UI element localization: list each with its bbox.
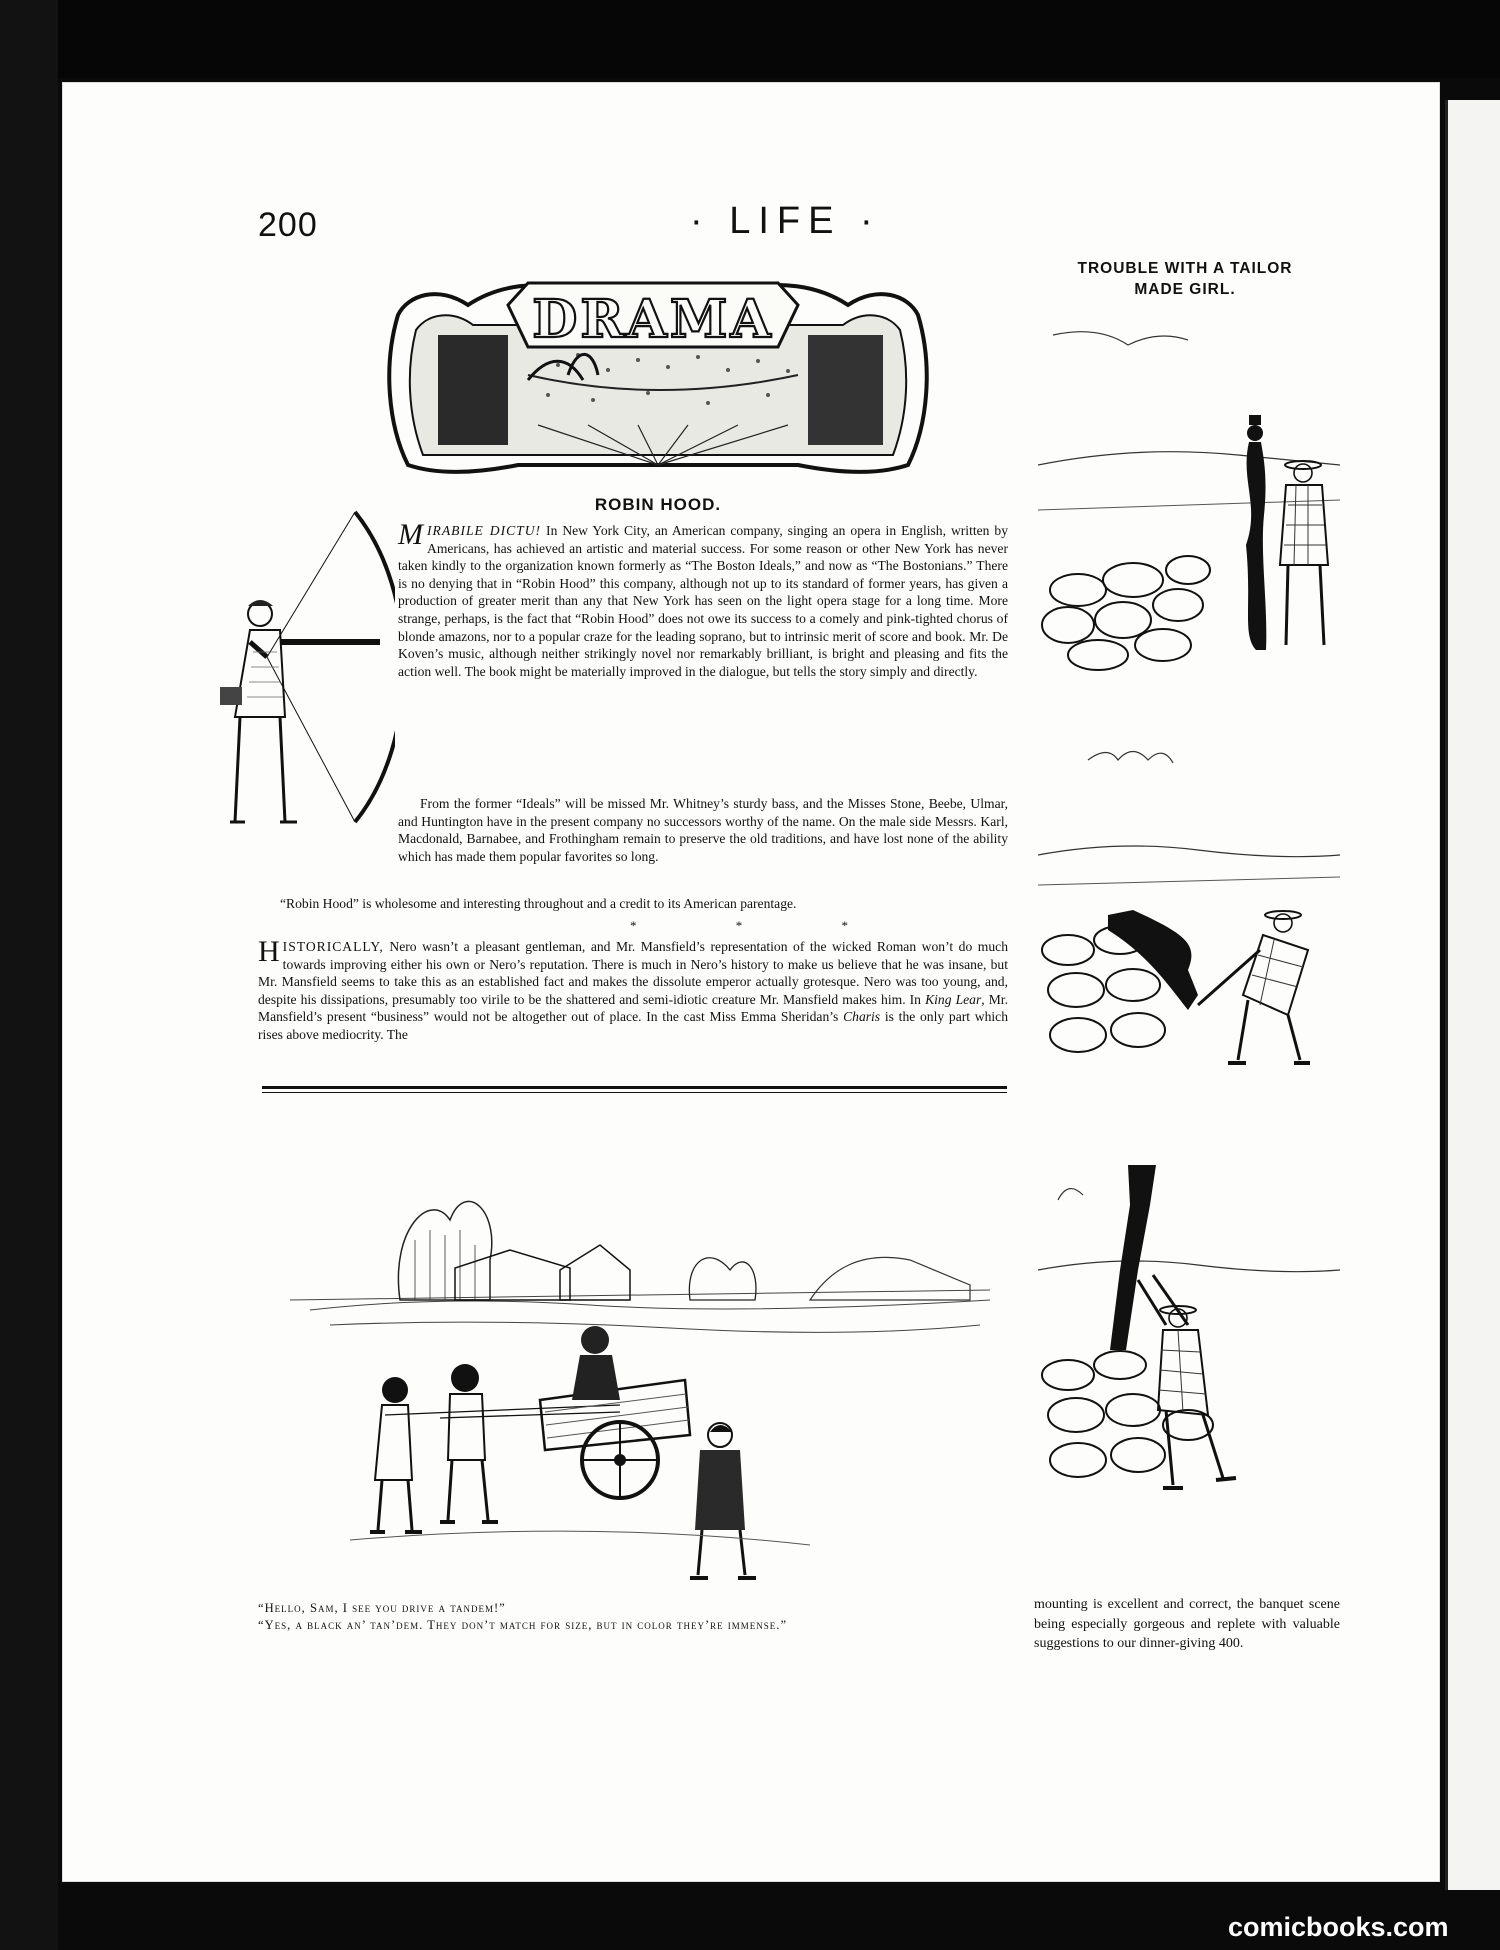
paragraph-nero-part3: is the only part which rises above mediocrity. The	[258, 1009, 1009, 1042]
article-robin-hood-lead	[398, 518, 1008, 680]
opening-words-historically: ISTORICALLY,	[282, 939, 384, 954]
article-nero-continuation: mounting is excellent and correct, the banquet scene being especially gorgeous and replete with valuable suggestions to our dinner-giving 400.	[1034, 1597, 1340, 1651]
archer-illustration	[205, 502, 395, 832]
strip-title-line-2: MADE GIRL.	[1134, 281, 1236, 298]
strip-panel-2	[1038, 735, 1340, 1095]
strip-title-line-1: TROUBLE WITH A TAILOR	[1077, 260, 1293, 277]
drop-cap-m: M	[398, 518, 423, 551]
scan-border-left	[0, 0, 58, 1950]
paragraph-robin-hood-1: In New York City, an American company, singing an opera in English, written by Americans, has achieved an artistic and material success. For some reason or other New York has never taken kindly to the organization known formerly as “The Boston Ideals,” and now as “The Bostonians.” There is no denying that in “Robin Hood” this company, although not up to its standard of former years, has given a production of greater merit than any that New York has seen on the light opera stage for a long time. More strange, perhaps, is the fact that “Robin Hood” does not owe its success to a comely and pink-tighted chorus of blonde amazons, nor to a popular craze for the leading soprano, but to intrinsic merit of score and book. Mr. De Koven’s music, although neither strikingly novel nor remarkably brilliant, is bright and pleasing and fits the action well. The book might be materially improved in the dialogue, but tells the story simply and directly.	[398, 523, 1008, 679]
column-rule-thin	[262, 1092, 1007, 1093]
paragraph-nero-part1: Nero wasn’t a pleasant gentleman, and Mr. Mansfield’s representation of the wicked Roman won’t do much towards improving either his own or Nero’s reputation. There is much in Nero’s history to make us believe that he was insane, but Mr. Mansfield seems to take this as an established fact and makes the dissolute emperor actually grotesque. Nero was too young, and, despite his dissipations, presumably too virile to be the shattered and semi-idiotic creature Mr. Mansfield makes him. In	[258, 939, 1008, 1007]
article-robin-hood-closing	[258, 895, 1008, 913]
strip-panel-1	[1038, 315, 1340, 675]
article-robin-hood-continued	[398, 795, 1008, 865]
scan-border-top	[0, 0, 1500, 78]
drop-cap-h: H	[258, 935, 280, 968]
cartoon-caption-line-2: “Yes, a black an’ tan’dem. They don’t match for size, but in color they’re immense.”	[258, 1618, 788, 1632]
cartoon-caption-line-1: “Hello, Sam, I see you drive a tandem!”	[258, 1601, 506, 1615]
page-number: 200	[258, 206, 318, 244]
section-heading-robin-hood: ROBIN HOOD.	[594, 495, 722, 514]
article-nero	[258, 935, 1009, 1044]
cartoon-caption	[258, 1600, 1018, 1634]
drama-banner-lettering: DRAMA	[532, 289, 774, 350]
opening-words-mirabile: IRABILE DICTU!	[427, 523, 542, 538]
column-rule-thick	[262, 1086, 1007, 1089]
paragraph-nero-part2: , Mr. Mansfield’s present “business” would not be altogether out of place. In the cast Miss Emma Sheridan’s	[258, 991, 1008, 1025]
next-page-edge	[1445, 100, 1500, 1890]
tandem-cartoon-illustration	[290, 1150, 990, 1590]
paragraph-robin-hood-3: “Robin Hood” is wholesome and interesting throughout and a credit to its American parentage.	[280, 896, 797, 911]
drama-banner-illustration	[378, 275, 938, 483]
paragraph-robin-hood-2: From the former “Ideals” will be missed Mr. Whitney’s sturdy bass, and the Misses Stone, Beebe, Ulmar, and Huntington have in the present company no successors worthy of the name. On the male side Messrs. Karl, Macdonald, Barnabee, and Frothingham remain to preserve the old traditions, and have lost none of the ability which has made them popular favorites so long.	[398, 796, 1008, 864]
role-charis: Charis	[843, 1009, 881, 1025]
site-watermark: comicbooks.com	[1228, 1912, 1449, 1942]
masthead-title: · LIFE ·	[690, 200, 881, 242]
title-king-lear: King Lear	[925, 991, 982, 1007]
strip-panel-3	[1038, 1160, 1340, 1505]
section-asterism: * * *	[630, 918, 896, 933]
strip-title	[1030, 258, 1340, 300]
